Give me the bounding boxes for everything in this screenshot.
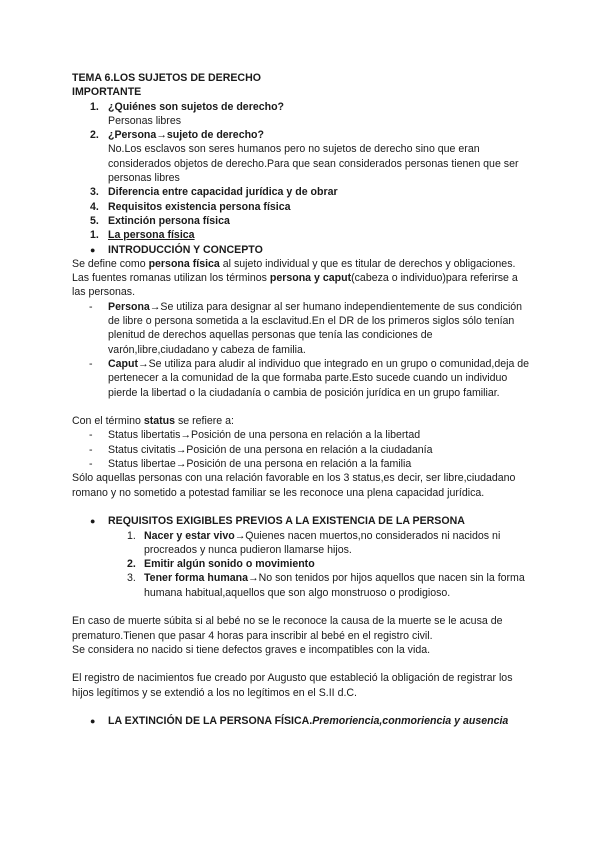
term: Tener forma humana→: [144, 572, 259, 585]
page-title: TEMA 6.LOS SUJETOS DE DERECHO: [72, 72, 261, 84]
status-item: - Status libertae→Posición de una persona en relación a la familia: [89, 458, 412, 471]
requirement-item: [72, 571, 532, 600]
item-number: 2.: [127, 558, 136, 571]
item-question: Requisitos existencia persona física: [108, 200, 291, 213]
dash-list-item: [72, 357, 532, 400]
status-item: - Status civitatis→Posición de una persona en relación a la ciudadanía: [89, 443, 433, 456]
dash-marker: -: [89, 357, 93, 370]
requirement-item: [72, 529, 532, 558]
subsection-heading: [72, 243, 532, 257]
term: Persona→: [108, 300, 161, 313]
item-number: 2.: [90, 129, 99, 142]
subsection-title: LA EXTINCIÓN DE LA PERSONA FÍSICA.: [108, 715, 313, 728]
item-number: 4.: [90, 200, 99, 213]
term: Emitir algún sonido o movimiento: [144, 558, 315, 571]
definition: Quienes nacen muertos,no considerados ni nacidos ni procreados y nunca pudieron llamarse hijos.: [144, 529, 501, 556]
document-body: [72, 71, 532, 729]
status-item: - Status libertatis→Posición de una persona en relación a la libertad: [89, 429, 421, 442]
item-number: 3.: [90, 186, 99, 199]
requirement-item: [72, 557, 532, 571]
paragraph: Con el término status se refiere a:: [72, 415, 234, 428]
item-number: 3.: [127, 572, 136, 585]
important-item: [72, 128, 532, 142]
dash-marker: -: [89, 429, 93, 442]
important-item: [72, 200, 532, 214]
dash-marker: -: [89, 458, 93, 471]
important-item: [72, 214, 532, 228]
item-question: Diferencia entre capacidad jurídica y de obrar: [108, 186, 338, 199]
item-number: 1.: [90, 100, 99, 113]
subsection-title: REQUISITOS EXIGIBLES PREVIOS A LA EXISTENCIA DE LA PERSONA: [108, 515, 465, 528]
important-label: IMPORTANTE: [72, 86, 142, 99]
paragraph: En caso de muerte súbita si al bebé no se le reconoce la causa de la muerte se le acusa de prematuro.Tienen que pasar 4 horas para inscribir al bebé en el registro civil.: [72, 615, 503, 642]
item-question: ¿Persona→sujeto de derecho?: [108, 129, 264, 142]
important-item: [72, 100, 532, 114]
dash-list-item: [72, 300, 532, 357]
bullet-icon: ●: [90, 716, 96, 727]
dash-marker: -: [89, 300, 93, 313]
subsection-title-italic: Premoriencia,conmoriencia y ausencia: [312, 715, 509, 728]
definition: No son tenidos por hijos aquellos que nacen sin la forma humana habitual,aquellos que son algo monstruoso o prodigioso.: [144, 572, 525, 599]
bullet-icon: ●: [90, 244, 96, 255]
paragraph: Sólo aquellas personas con una relación favorable en los 3 status,es decir, ser libre,ciudadano romano y no sometido a potestad familiar se les reconoce una plena capacidad jurídica.: [72, 472, 516, 499]
definition: Se utiliza para aludir al individuo que integrado en un grupo o comunidad,deja de pertenecer a la comunidad de la que formaba parte.Esto sucede cuando un individuo pierde la libertad o la ciudadanía o cambia de posición jurídica en un grupo familiar.: [108, 357, 530, 399]
section-title: La persona física: [108, 229, 195, 242]
item-number: 1.: [127, 529, 136, 542]
paragraph: Se define como persona física al sujeto individual y que es titular de derechos y obligaciones.: [72, 257, 516, 270]
paragraph: Se considera no nacido si tiene defectos graves e incompatibles con la vida.: [72, 643, 431, 656]
section-heading: [72, 228, 532, 242]
term: Nacer y estar vivo→: [144, 529, 246, 542]
item-answer: Personas libres: [108, 114, 182, 127]
subsection-title: INTRODUCCIÓN Y CONCEPTO: [108, 243, 263, 256]
item-answer: No.Los esclavos son seres humanos pero no sujetos de derecho sino que eran considerados objetos de derecho.Para que sean considerados personas tienen que ser personas libres: [108, 143, 519, 185]
paragraph: El registro de nacimientos fue creado por Augusto que estableció la obligación de registrar los hijos legítimos y se extendió a los no legítimos en el S.II d.C.: [72, 672, 513, 699]
item-number: 5.: [90, 214, 99, 227]
item-question: Extinción persona física: [108, 214, 230, 227]
term: Caput→: [108, 357, 149, 370]
item-question: ¿Quiénes son sujetos de derecho?: [108, 100, 285, 113]
dash-marker: -: [89, 443, 93, 456]
subsection-heading: [72, 514, 532, 528]
paragraph: Las fuentes romanas utilizan los términos persona y caput(cabeza o individuo)para referirse a las personas.: [72, 272, 518, 299]
definition: Se utiliza para designar al ser humano independientemente de sus condición de libre o persona sometida a la esclavitud.En el DR de los primeros siglos sólo tenían plenitud de derechos aquellas personas que tenía las condiciones de varón,libre,ciudadano y cabeza de familia.: [108, 300, 523, 356]
section-number: 1.: [90, 229, 99, 242]
bullet-icon: ●: [90, 516, 96, 527]
important-item: [72, 185, 532, 199]
subsection-heading: [72, 714, 532, 728]
